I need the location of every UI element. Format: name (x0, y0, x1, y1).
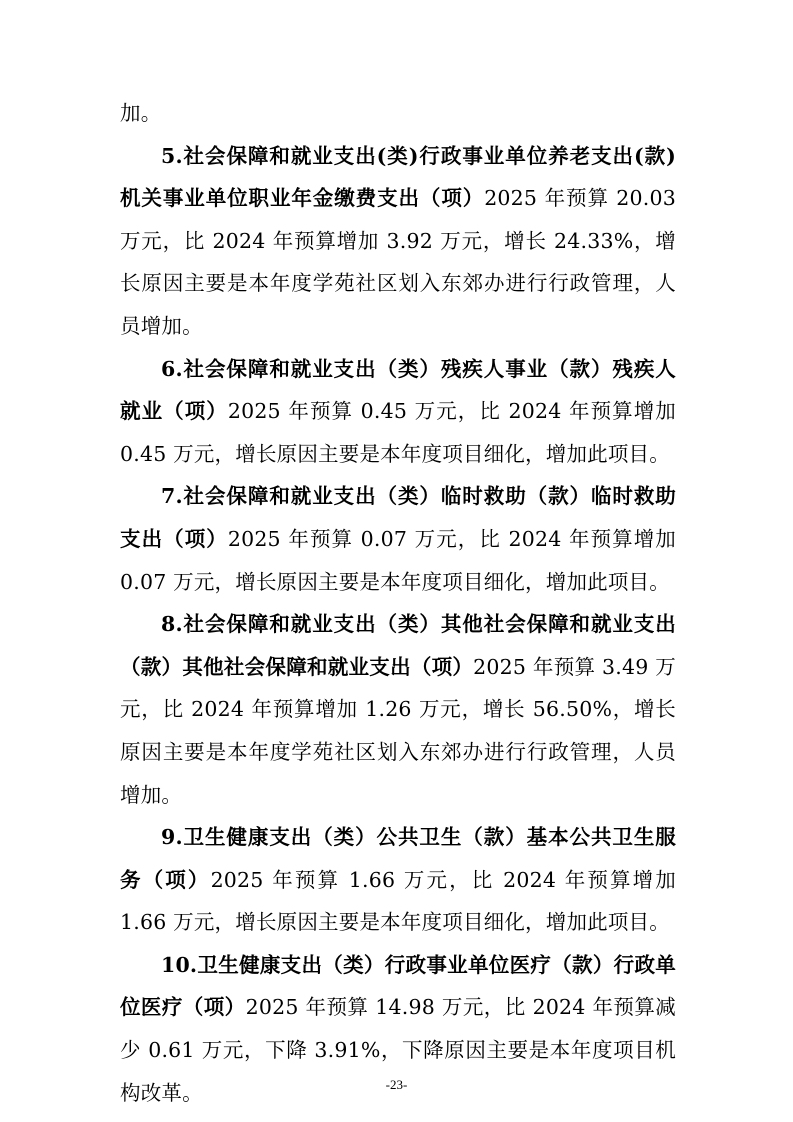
item-heading: 6.社会保障和就业支出（类）残疾人事业（款）残疾人就业（项） (120, 356, 676, 424)
item-heading: 10.卫生健康支出（类）行政事业单位医疗（款）行政单位医疗（项） (120, 952, 676, 1020)
item-body: 2025 年预算 20.03 万元，比 2024 年预算增加 3.92 万元，增长 24.33%，增长原因主要是本年度学苑社区划入东郊办进行行政管理，人员增加。 (120, 186, 676, 338)
document-page (120, 92, 676, 1114)
item-body: 2025 年预算 0.07 万元，比 2024 年预算增加 0.07 万元，增长原因主要是本年度项目细化，增加此项目。 (120, 526, 677, 594)
item-paragraph-9 (120, 816, 676, 944)
item-heading: 5.社会保障和就业支出(类)行政事业单位养老支出(款)机关事业单位职业年金缴费支出（项） (120, 143, 676, 211)
page-number: -23- (385, 1077, 408, 1092)
item-heading: 8.社会保障和就业支出（类）其他社会保障和就业支出（款）其他社会保障和就业支出（项） (120, 612, 676, 679)
continuation-paragraph: 加。 (120, 101, 162, 125)
item-paragraph-8 (120, 603, 676, 816)
item-paragraph-5 (120, 135, 676, 348)
item-paragraph-6 (120, 348, 676, 476)
item-body: 2025 年预算 1.66 万元，比 2024 年预算增加 1.66 万元，增长原因主要是本年度项目细化，增加此项目。 (120, 867, 676, 935)
item-body: 2025 年预算 0.45 万元，比 2024 年预算增加 0.45 万元，增长原因主要是本年度项目细化，增加此项目。 (120, 399, 677, 466)
item-paragraph-7 (120, 475, 676, 603)
item-body: 2025 年预算 3.49 万元，比 2024 年预算增加 1.26 万元，增长 56.50%，增长原因主要是本年度学苑社区划入东郊办进行行政管理，人员增加。 (120, 654, 676, 807)
item-heading: 9.卫生健康支出（类）公共卫生（款）基本公共卫生服务（项） (120, 825, 676, 892)
item-body: 2025 年预算 14.98 万元，比 2024 年预算减少 0.61 万元，下降 3.91%，下降原因主要是本年度项目机构改革。 (120, 995, 676, 1105)
item-heading: 7.社会保障和就业支出（类）临时救助（款）临时救助支出（项） (120, 484, 676, 551)
